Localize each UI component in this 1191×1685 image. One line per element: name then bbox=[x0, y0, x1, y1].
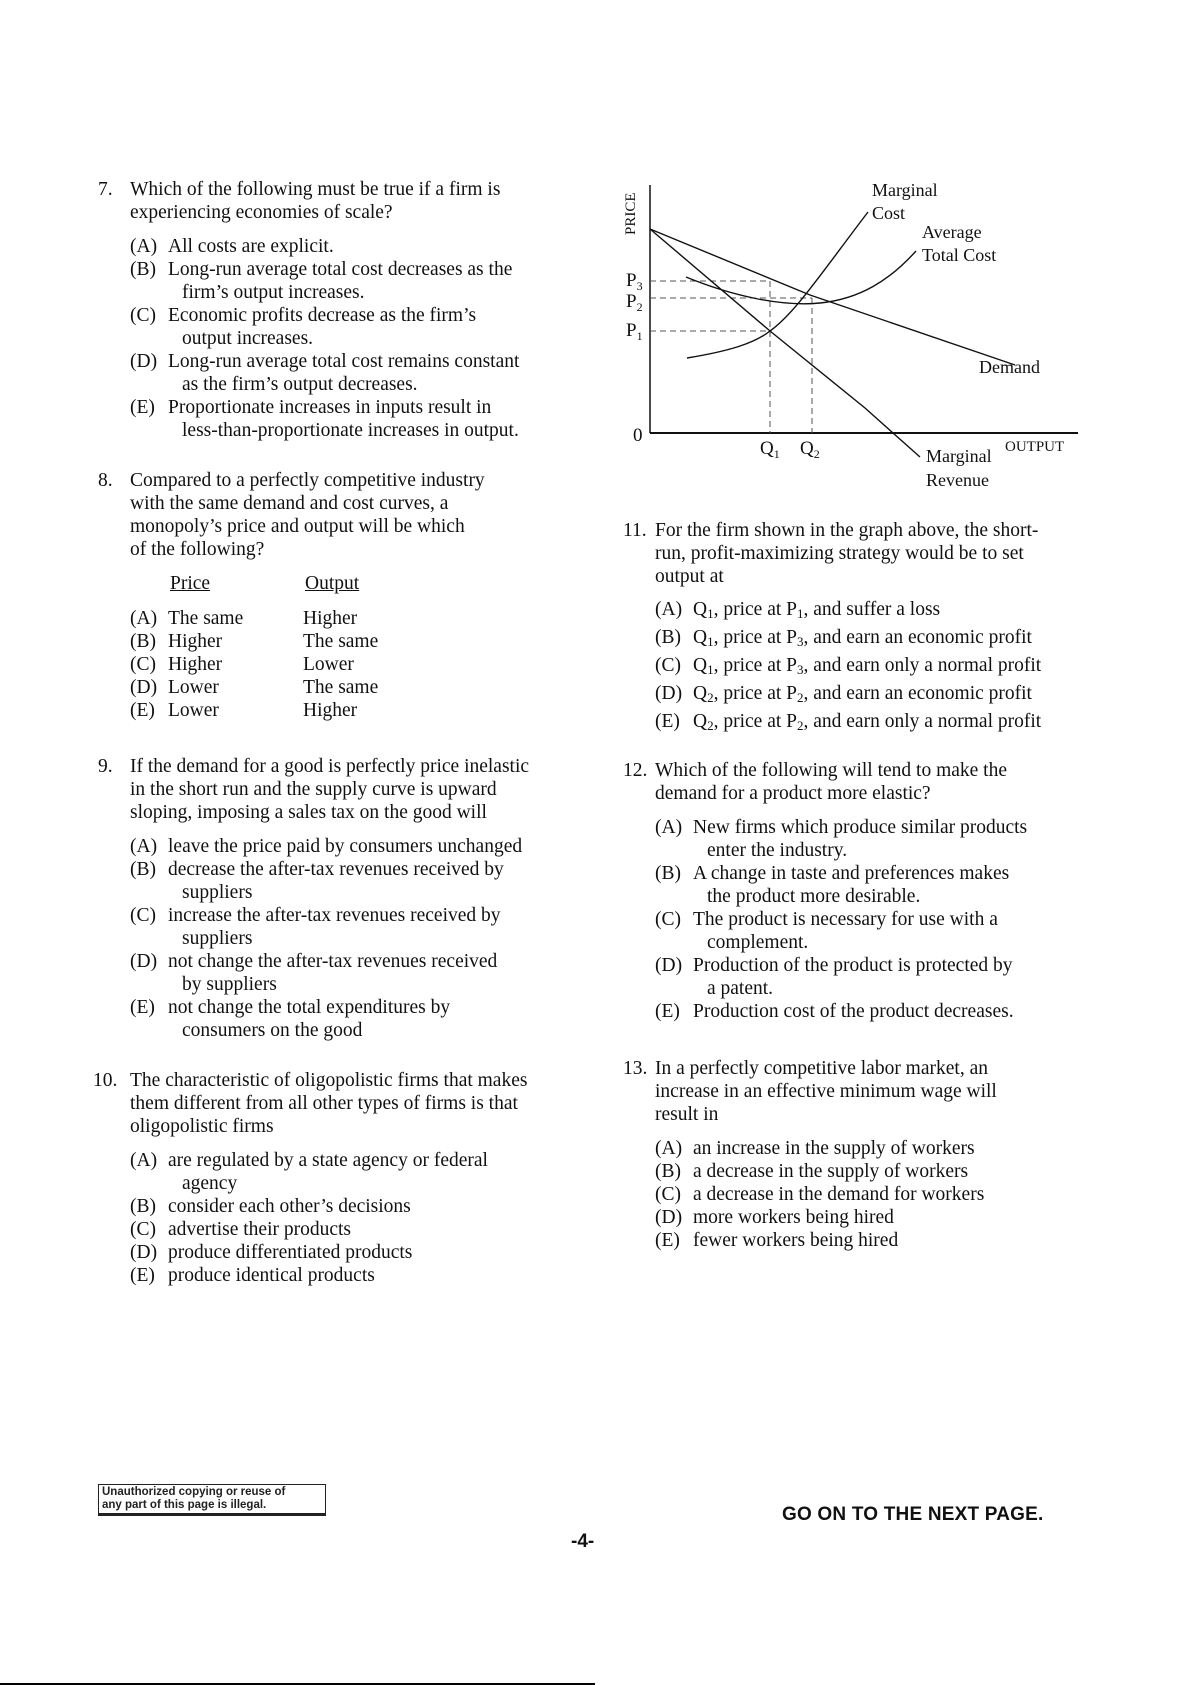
question-stem: Which of the following will tend to make the demand for a product more elastic? bbox=[655, 760, 1007, 804]
choice-b[interactable]: (B) $Q_1$, price at $P_3$, and earn an economic profit bbox=[655, 627, 1032, 649]
go-on-notice: GO ON TO THE NEXT PAGE. bbox=[782, 1504, 1044, 1525]
answer-choices bbox=[655, 816, 1093, 1023]
choice-b[interactable]: (B) consider each other’s decisions bbox=[130, 1196, 411, 1217]
question-stem: Which of the following must be true if a firm is experiencing economies of scale? bbox=[130, 179, 501, 223]
choice-b[interactable]: (B) A change in taste and preferences makes the product more desirable. bbox=[655, 863, 1010, 907]
choice-a[interactable]: (A) leave the price paid by consumers unchanged bbox=[130, 836, 523, 857]
choice-b[interactable]: (B) Long-run average total cost decreases as the firm’s output increases. bbox=[130, 259, 513, 303]
question-number: 10. bbox=[93, 1070, 118, 1091]
question-number: 13. bbox=[623, 1058, 648, 1079]
question-stem: Compared to a perfectly competitive industry with the same demand and cost curves, a monopoly’s price and output will be which of the following? bbox=[130, 470, 485, 560]
choice-a[interactable]: (A) an increase in the supply of workers bbox=[655, 1138, 975, 1159]
choice-d[interactable]: (D) Long-run average total cost remains constant as the firm’s output decreases. bbox=[130, 351, 520, 395]
table-row[interactable]: (A) The same Higher bbox=[130, 608, 358, 629]
choice-a[interactable]: (A) All costs are explicit. bbox=[130, 236, 334, 257]
choice-d[interactable]: (D) not change the after-tax revenues received by suppliers bbox=[130, 951, 498, 995]
q2-label: $Q_2$ bbox=[800, 438, 820, 461]
choice-c[interactable]: (C) a decrease in the demand for workers bbox=[655, 1184, 985, 1205]
question-stem: For the firm shown in the graph above, the short- run, profit-maximizing strategy would be to set output at bbox=[655, 520, 1039, 587]
choice-e[interactable]: (E) not change the total expenditures by consumers on the good bbox=[130, 997, 451, 1041]
question-10 bbox=[93, 1069, 563, 1287]
choice-e[interactable]: (E) Production cost of the product decreases. bbox=[655, 1001, 1014, 1022]
column-header-price: Price bbox=[170, 573, 211, 594]
choice-c[interactable]: (C) increase the after-tax revenues received by suppliers bbox=[130, 905, 501, 949]
x-axis-label: OUTPUT bbox=[1005, 439, 1065, 455]
average-total-cost-curve bbox=[686, 251, 916, 304]
question-stem: The characteristic of oligopolistic firms that makes them different from all other types of firms is that oligopolistic firms bbox=[130, 1070, 528, 1137]
answer-choices bbox=[130, 235, 558, 442]
marginal-cost-label: Marginal Cost bbox=[872, 180, 938, 223]
y-axis-label: PRICE bbox=[623, 192, 639, 235]
choice-d[interactable]: (D) $Q_2$, price at $P_2$, and earn an economic profit bbox=[655, 683, 1032, 705]
choice-c[interactable]: (C) advertise their products bbox=[130, 1219, 352, 1240]
p3-label: $P_3$ bbox=[626, 270, 643, 293]
choice-a[interactable]: (A) New firms which produce similar products enter the industry. bbox=[655, 817, 1028, 861]
marginal-cost-curve bbox=[687, 212, 868, 358]
question-stem: If the demand for a good is perfectly price inelastic in the short run and the supply curve is upward sloping, imposing a sales tax on the good will bbox=[130, 756, 530, 823]
origin-label: 0 bbox=[633, 425, 643, 446]
question-7 bbox=[98, 178, 558, 442]
cost-revenue-graph bbox=[620, 165, 1090, 505]
marginal-revenue-curve bbox=[650, 229, 920, 457]
question-11 bbox=[623, 519, 1093, 736]
question-number: 9. bbox=[98, 756, 113, 777]
answer-table bbox=[98, 607, 558, 722]
choice-d[interactable]: (D) produce differentiated products bbox=[130, 1242, 413, 1263]
choice-c[interactable]: (C) Economic profits decrease as the firm’s output increases. bbox=[130, 305, 477, 349]
page-number: -4- bbox=[571, 1531, 595, 1552]
choice-a[interactable]: (A) are regulated by a state agency or federal agency bbox=[130, 1150, 488, 1194]
question-number: 12. bbox=[623, 760, 648, 781]
p1-label: $P_1$ bbox=[626, 320, 643, 343]
copyright-notice: Unauthorized copying or reuse of any part of this page is illegal. bbox=[98, 1484, 326, 1516]
question-number: 7. bbox=[98, 179, 113, 200]
answer-choices bbox=[130, 1149, 563, 1287]
choice-e[interactable]: (E) produce identical products bbox=[130, 1265, 375, 1286]
demand-label: Demand bbox=[979, 357, 1040, 377]
table-header bbox=[170, 572, 558, 595]
q1-label: $Q_1$ bbox=[760, 438, 780, 461]
choice-d[interactable]: (D) Production of the product is protected by a patent. bbox=[655, 955, 1013, 999]
choice-b[interactable]: (B) a decrease in the supply of workers bbox=[655, 1161, 969, 1182]
choice-a[interactable]: (A) $Q_1$, price at $P_1$, and suffer a loss bbox=[655, 599, 941, 621]
p2-label: $P_2$ bbox=[626, 291, 643, 314]
choice-c[interactable]: (C) $Q_1$, price at $P_3$, and earn only a normal profit bbox=[655, 655, 1042, 677]
table-row[interactable]: (D) Lower The same bbox=[130, 677, 379, 698]
choice-e[interactable]: (E) Proportionate increases in inputs result in less-than-proportionate increases in output. bbox=[130, 397, 519, 441]
choice-d[interactable]: (D) more workers being hired bbox=[655, 1207, 894, 1228]
choice-e[interactable]: (E) $Q_2$, price at $P_2$, and earn only a normal profit bbox=[655, 711, 1042, 733]
table-row[interactable]: (E) Lower Higher bbox=[130, 700, 358, 721]
answer-choices bbox=[655, 596, 1093, 736]
question-9 bbox=[98, 755, 568, 1042]
answer-choices bbox=[655, 1137, 1093, 1252]
choice-c[interactable]: (C) The product is necessary for use with a complement. bbox=[655, 909, 998, 953]
table-row[interactable]: (C) Higher Lower bbox=[130, 654, 354, 675]
table-row[interactable]: (B) Higher The same bbox=[130, 631, 379, 652]
question-8 bbox=[98, 469, 558, 722]
choice-b[interactable]: (B) decrease the after-tax revenues received by suppliers bbox=[130, 859, 504, 903]
question-number: 11. bbox=[623, 520, 647, 541]
question-13 bbox=[623, 1057, 1093, 1252]
question-number: 8. bbox=[98, 470, 113, 491]
marginal-revenue-label: Marginal Revenue bbox=[926, 446, 992, 490]
question-12 bbox=[623, 759, 1093, 1023]
question-stem: In a perfectly competitive labor market, an increase in an effective minimum wage will result in bbox=[655, 1058, 997, 1125]
column-header-output: Output bbox=[305, 573, 360, 594]
average-total-cost-label: Average Total Cost bbox=[922, 222, 997, 265]
answer-choices bbox=[130, 835, 568, 1042]
choice-e[interactable]: (E) fewer workers being hired bbox=[655, 1230, 899, 1251]
